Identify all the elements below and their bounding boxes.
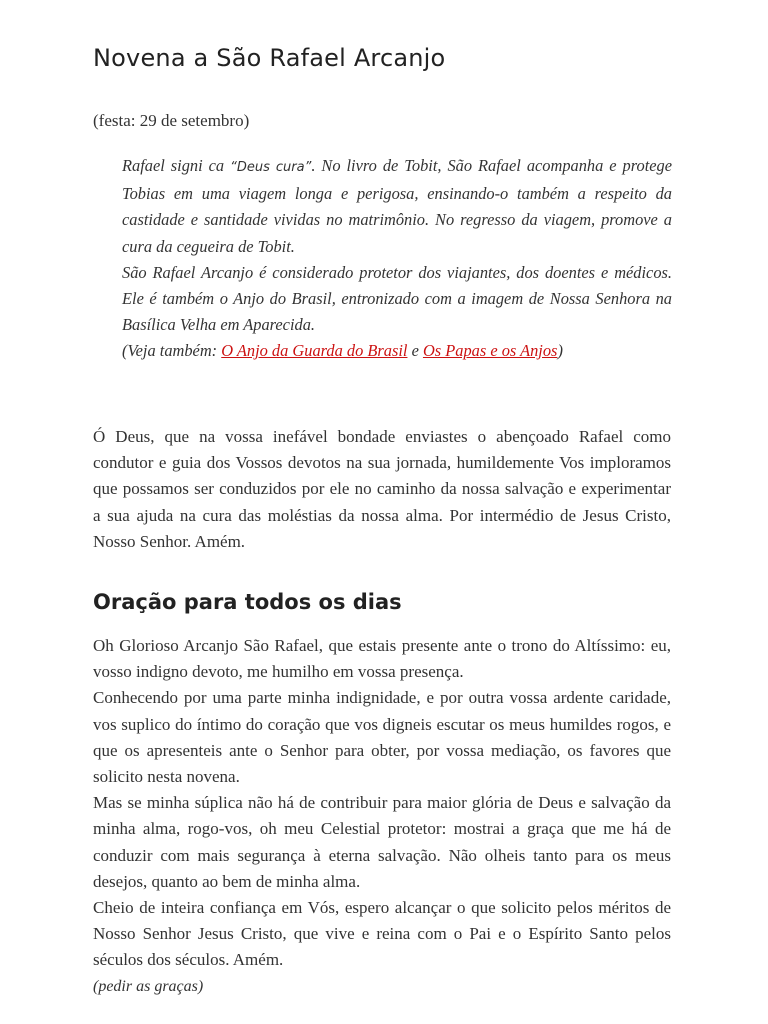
- see-also-suffix: ): [557, 341, 563, 361]
- pedir-instruction: (pedir as graças): [93, 977, 204, 995]
- intro-paragraph-protector: São Rafael Arcanjo é considerado protetor dos viajantes, dos doentes e médicos. Ele é também o Anjo do Brasil, entronizado com a imagem de Nossa Senhora na Basílica Velha em Aparecida.: [122, 262, 672, 335]
- see-also-prefix: (Veja também:: [122, 341, 222, 361]
- daily-prayer: [93, 633, 671, 1000]
- page-title: Novena a São Rafael Arcanjo: [93, 44, 446, 72]
- daily-prayer-paragraph: Oh Glorioso Arcanjo São Rafael, que estais presente ante o trono do Altíssimo: eu, vosso indigno devoto, me humilho em vossa presença.: [93, 636, 671, 682]
- opening-prayer: [93, 424, 671, 555]
- intro-paragraph-meaning: [122, 153, 672, 260]
- opening-prayer-text: Ó Deus, que na vossa inefável bondade enviastes o abençoado Rafael como condutor e guia dos Vossos devotos na sua jornada, humildemente Vos imploramos que possamos ser conduzidos por ele no caminho da nossa salvação e experimentar a sua ajuda na cura das moléstias da nossa alma. Por intermédio de Jesus Cristo, Nosso Senhor. Amém.: [93, 427, 671, 551]
- see-also-line: [122, 338, 672, 364]
- see-also-conjunction: e: [407, 341, 423, 361]
- link-papas-anjos[interactable]: Os Papas e os Anjos: [422, 341, 558, 361]
- meaning-term: “Deus cura”: [230, 160, 312, 175]
- daily-prayer-paragraph: Conhecendo por uma parte minha indignidade, e por outra vossa ardente caridade, vos suplico do íntimo do coração que vos digneis escutar os meus humildes rogos, e que os apresenteis ante o Senhor para obter, por vossa mediação, os favores que solicito nesta novena.: [93, 688, 671, 787]
- feast-date: (festa: 29 de setembro): [93, 111, 250, 130]
- intro-quote: [122, 153, 672, 365]
- section-heading: Oração para todos os dias: [93, 590, 402, 614]
- intro-text: . No livro de Tobit, São Rafael acompanha e protege Tobias em uma viagem longa e perigosa, ensinando-o também a respeito da castidade e santidade vividas no matrimônio. No regresso da viagem, promove a cura da cegueira de Tobit.: [122, 156, 672, 256]
- daily-prayer-paragraph: Cheio de inteira confiança em Vós, espero alcançar o que solicito pelos méritos de Nosso Senhor Jesus Cristo, que vive e reina com o Pai e o Espírito Santo pelos séculos dos séculos. Amém.: [93, 898, 671, 970]
- link-anjo-guarda-brasil[interactable]: O Anjo da Guarda do Brasil: [221, 341, 408, 361]
- daily-prayer-paragraph: Mas se minha súplica não há de contribuir para maior glória de Deus e salvação da minha alma, rogo-vos, oh meu Celestial protetor: mostrai a graça que me há de conduzir com mais segurança à eterna salvação. Não olheis tanto para os meus desejos, quanto ao bem de minha alma.: [93, 793, 671, 891]
- intro-text: Rafael signi ca: [122, 156, 231, 175]
